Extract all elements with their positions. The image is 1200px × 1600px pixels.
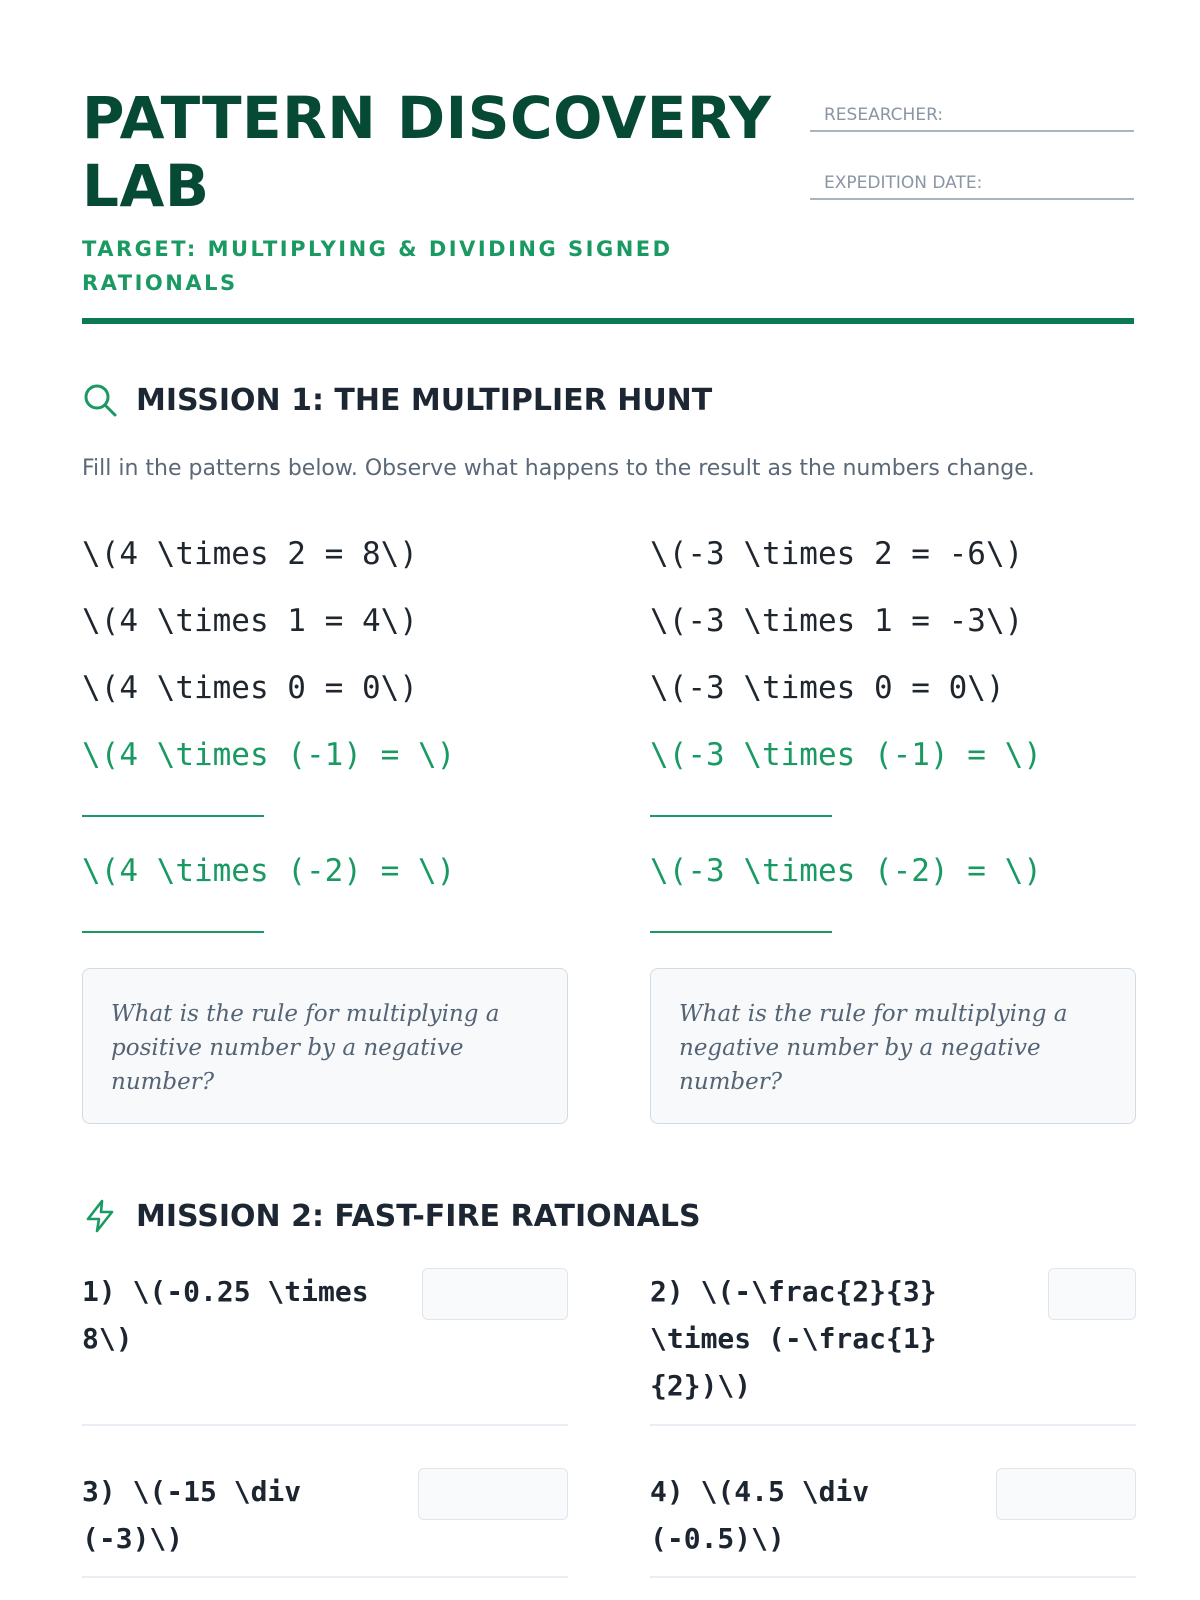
pattern-equation: \(-3 \times 1 = -3\) [650, 603, 1024, 639]
header-divider [82, 318, 1134, 324]
answer-blank[interactable] [82, 775, 264, 817]
pattern-question: \(4 \times (-2) = \) [82, 853, 456, 889]
pattern-equation: \(-3 \times 0 = 0\) [650, 670, 1005, 706]
researcher-label: RESEARCHER: [824, 105, 944, 125]
expedition-date-field[interactable] [810, 166, 1134, 200]
problem-line: (-3)\) [82, 1522, 184, 1555]
mission-1-title: MISSION 1: THE MULTIPLIER HUNT [136, 382, 713, 418]
mission-1-heading [82, 380, 712, 420]
pattern-equation: \(4 \times 2 = 8\) [82, 536, 418, 572]
researcher-field[interactable] [810, 98, 1134, 132]
header [82, 84, 782, 300]
problem-line: 1) \(-0.25 \times [82, 1275, 369, 1308]
problem-3-text [82, 1468, 301, 1562]
rule-question-box-right[interactable] [650, 968, 1136, 1124]
pattern-column-right [650, 534, 1136, 967]
lightning-icon [82, 1198, 118, 1234]
answer-blank[interactable] [650, 775, 832, 817]
target-line-2: RATIONALS [82, 271, 238, 295]
pattern-equation: \(4 \times 0 = 0\) [82, 670, 418, 706]
rule-question-text: What is the rule for multiplying a negative number by a negative number? [679, 1001, 1068, 1095]
target-line-1: TARGET: MULTIPLYING & DIVIDING SIGNED [82, 237, 673, 261]
target-subtitle [82, 232, 782, 300]
mission-2-title: MISSION 2: FAST-FIRE RATIONALS [136, 1198, 701, 1234]
answer-box[interactable] [418, 1468, 568, 1520]
mission-1-instructions: Fill in the patterns below. Observe what happens to the result as the numbers change. [82, 456, 1035, 481]
problem-1-text [82, 1268, 369, 1362]
problem-line: 3) \(-15 \div [82, 1475, 302, 1508]
pattern-column-left [82, 534, 568, 967]
problem-4 [650, 1468, 1136, 1578]
magnifier-icon [82, 382, 118, 418]
problem-3 [82, 1468, 568, 1578]
page-title [82, 84, 782, 220]
problem-line: 4) \(4.5 \div [650, 1475, 870, 1508]
title-line-1: PATTERN DISCOVERY [82, 84, 772, 152]
answer-blank[interactable] [82, 891, 264, 933]
rule-question-box-left[interactable] [82, 968, 568, 1124]
pattern-equation: \(-3 \times 2 = -6\) [650, 536, 1024, 572]
problem-1 [82, 1268, 568, 1426]
problem-4-text [650, 1468, 869, 1562]
pattern-equation: \(4 \times 1 = 4\) [82, 603, 418, 639]
title-line-2: LAB [82, 152, 210, 220]
answer-box[interactable] [996, 1468, 1136, 1520]
problem-line: \times (-\frac{1} [650, 1322, 937, 1355]
mission-2-heading [82, 1196, 701, 1236]
pattern-question: \(-3 \times (-1) = \) [650, 737, 1042, 773]
problem-line: {2})\) [650, 1369, 752, 1402]
pattern-question: \(-3 \times (-2) = \) [650, 853, 1042, 889]
rule-question-text: What is the rule for multiplying a positive number by a negative number? [111, 1001, 500, 1095]
problem-line: (-0.5)\) [650, 1522, 785, 1555]
answer-box[interactable] [1048, 1268, 1136, 1320]
problem-line: 8\) [82, 1322, 133, 1355]
worksheet-page [82, 0, 1134, 1600]
problem-2-text [650, 1268, 937, 1409]
problem-line: 2) \(-\frac{2}{3} [650, 1275, 937, 1308]
answer-blank[interactable] [650, 891, 832, 933]
pattern-question: \(4 \times (-1) = \) [82, 737, 456, 773]
answer-box[interactable] [422, 1268, 568, 1320]
expedition-date-label: EXPEDITION DATE: [824, 173, 983, 193]
problem-2 [650, 1268, 1136, 1426]
